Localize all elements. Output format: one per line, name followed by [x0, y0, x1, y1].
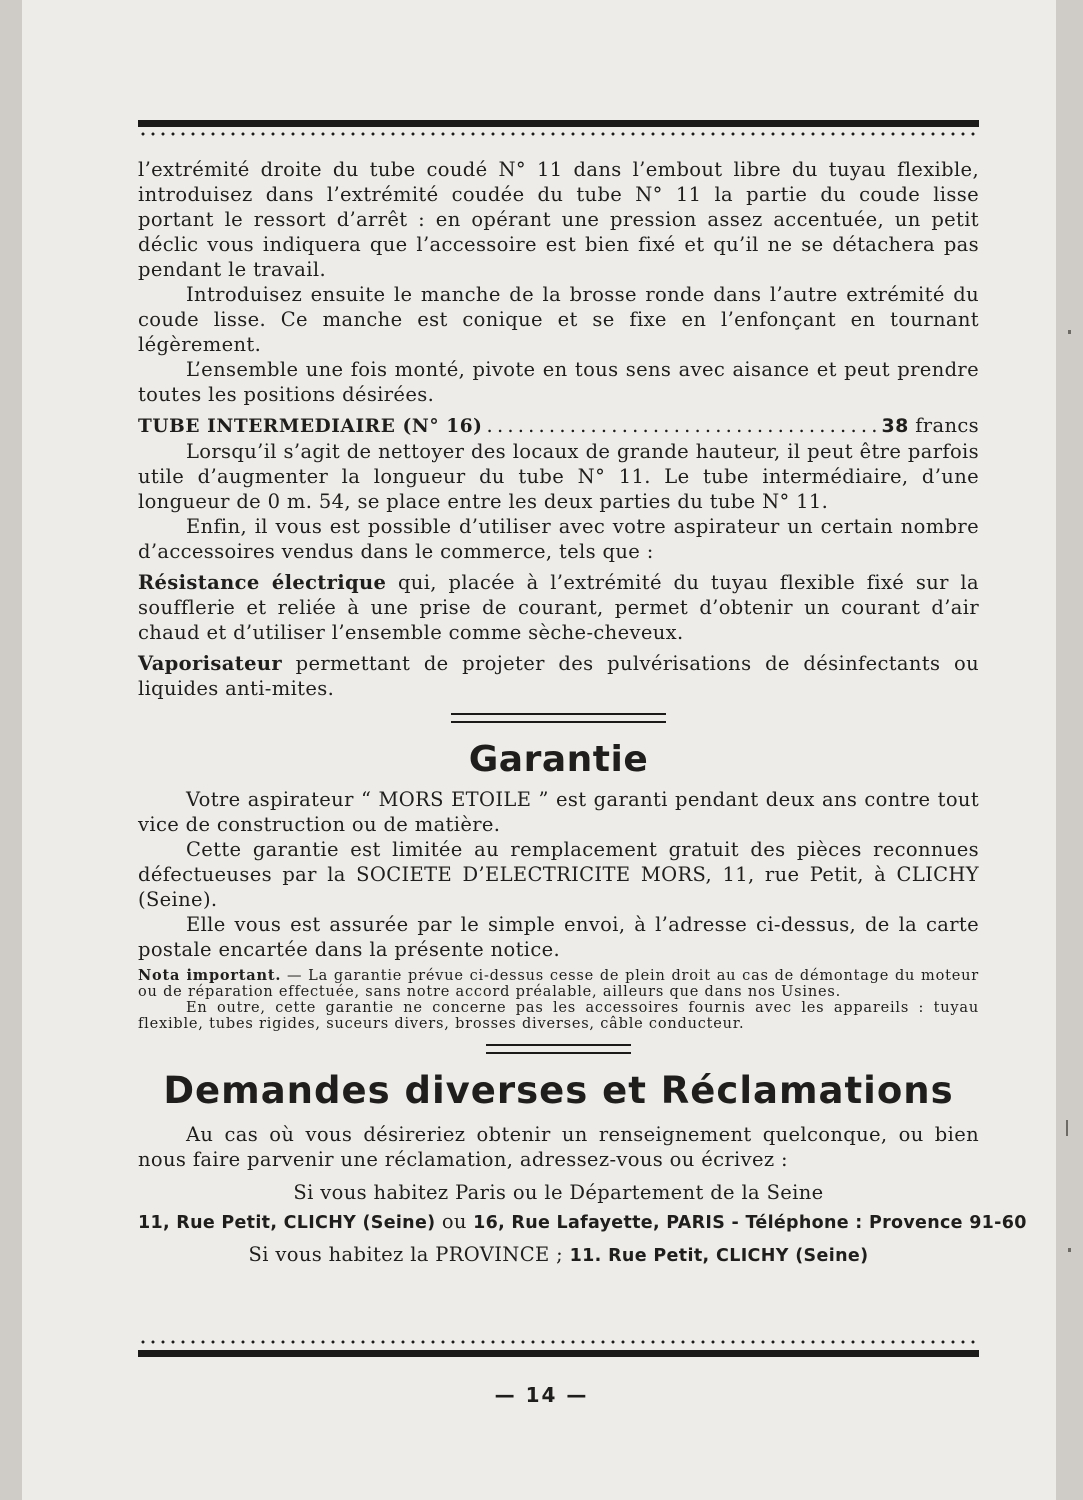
margin-speck	[1068, 330, 1071, 334]
tube-price	[882, 413, 979, 439]
accessory-term: Résistance électrique	[138, 571, 387, 594]
paragraph-tube: Lorsqu’il s’agit de nettoyer des locaux de grande hauteur, il peut être parfois utile d’augmenter la longueur du tube N° 11. Le tube intermédiaire, d’une longueur de 0 m. 54, se place entre les deux parties du tube N° 11.	[138, 440, 979, 513]
demandes-paragraph: Au cas où vous désireriez obtenir un renseignement quelconque, ou bien nous faire parvenir une réclamation, adressez-vous ou écrivez :	[138, 1123, 979, 1171]
section-divider	[486, 1044, 631, 1054]
province-address: 11. Rue Petit, CLICHY (Seine)	[569, 1246, 869, 1266]
bottom-rule-dotted	[138, 1339, 979, 1345]
paragraph-accessories-intro: Enfin, il vous est possible d’utiliser avec votre aspirateur un certain nombre d’accessoires vendus dans le commerce, tels que :	[138, 515, 979, 563]
address-or: ou	[441, 1210, 467, 1233]
paris-addresses	[138, 1209, 1027, 1236]
bottom-rule-thick	[138, 1350, 979, 1357]
address-clichy: 11, Rue Petit, CLICHY (Seine)	[138, 1213, 436, 1233]
price-unit: francs	[915, 414, 979, 437]
demandes-heading: Demandes diverses et Réclamations	[163, 1069, 954, 1112]
dot-leader	[487, 413, 878, 438]
margin-speck	[1068, 1248, 1071, 1252]
nota-important	[138, 968, 979, 1000]
section-divider	[451, 713, 666, 723]
province-prefix: Si vous habitez la PROVINCE ;	[248, 1243, 564, 1266]
accessory-text: permettant de projeter des pulvérisations de désinfectants ou liquides anti-mites.	[138, 652, 979, 700]
tube-heading-row	[138, 413, 979, 439]
page-number: — 14 —	[494, 1383, 589, 1407]
top-rule-dotted	[138, 131, 979, 137]
garantie-paragraph-1: Votre aspirateur “ MORS ETOILE ” est garanti pendant deux ans contre tout vice de construction ou de matière.	[138, 788, 979, 836]
accessory-vaporisateur	[138, 651, 979, 701]
province-line	[138, 1242, 979, 1269]
price-value: 38	[881, 415, 909, 437]
nota-text: — La garantie prévue ci-dessus cesse de plein droit au cas de démontage du moteur ou de réparation effectuée, sans notre accord préalable, ailleurs que dans nos Usines.	[138, 968, 979, 1000]
garantie-paragraph-2: Cette garantie est limitée au remplacement gratuit des pièces reconnues défectueuses par la SOCIETE D’ELECTRICITE MORS, 11, rue Petit, à CLICHY (Seine).	[138, 838, 979, 911]
margin-speck	[1066, 1120, 1068, 1136]
tube-title: TUBE INTERMEDIAIRE (N° 16)	[138, 416, 483, 437]
accessory-resistance	[138, 570, 979, 645]
nota-paragraph-2: En outre, cette garantie ne concerne pas les accessoires fournis avec les appareils : tuyau flexible, tubes rigides, suceurs divers, brosses diverses, câble conducteur.	[138, 1000, 979, 1032]
address-lafayette: 16, Rue Lafayette, PARIS - Téléphone : Provence 91-60	[473, 1213, 1027, 1233]
accessory-term: Vaporisateur	[138, 652, 282, 675]
accessory-text: qui, placée à l’extrémité du tuyau flexible fixé sur la soufflerie et reliée à une prise de courant, permet d’obtenir un courant d’air chaud et d’utiliser l’ensemble comme sèche-cheveux.	[138, 571, 979, 644]
top-rule-thick	[138, 120, 979, 127]
garantie-heading: Garantie	[468, 739, 649, 780]
garantie-paragraph-3: Elle vous est assurée par le simple envoi, à l’adresse ci-dessus, de la carte postale encartée dans la présente notice.	[138, 913, 979, 961]
paris-line: Si vous habitez Paris ou le Département de la Seine	[293, 1181, 824, 1204]
page-body	[138, 157, 1027, 1269]
nota-label: Nota important.	[138, 967, 282, 984]
paragraph-fitting: l’extrémité droite du tube coudé N° 11 dans l’embout libre du tuyau flexible, introduisez dans l’extrémité coudée du tube N° 11 la partie du coude lisse portant le ressort d’arrêt : en opérant une pression assez accentuée, un petit déclic vous indiquera que l’accessoire est bien fixé et qu’il ne se détachera pas pendant le travail.	[138, 158, 979, 281]
paragraph-brush: Introduisez ensuite le manche de la brosse ronde dans l’autre extrémité du coude lisse. Ce manche est conique et se fixe en l’enfonçant en tournant légèrement.	[138, 283, 979, 356]
paragraph-assembly: L’ensemble une fois monté, pivote en tous sens avec aisance et peut prendre toutes les positions désirées.	[138, 358, 979, 406]
